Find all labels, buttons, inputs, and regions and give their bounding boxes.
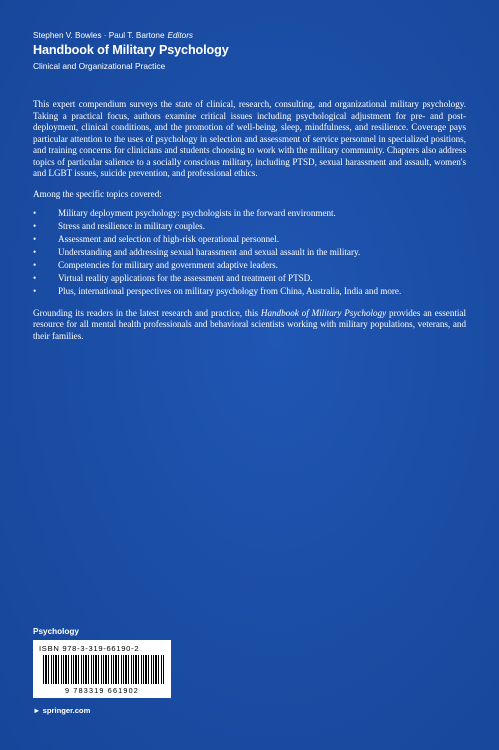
bullet-icon: • [33,234,37,244]
bullet-icon: • [33,286,37,296]
arrow-icon: ► [33,706,43,715]
topic-text: Virtual reality applications for the assessment and treatment of PTSD. [58,273,313,283]
topic-text: Plus, international perspectives on military psychology from China, Australia, India and more. [58,286,402,296]
list-item [33,234,466,246]
topic-text: Military deployment psychology: psychologists in the forward environment. [58,208,336,218]
editors-names: Stephen V. Bowles · Paul T. Bartone [33,31,165,40]
closing-text-start: Grounding its readers in the latest research and practice, this [33,307,261,318]
barcode-digits: 9 783319 661902 [65,686,139,695]
list-item [33,273,466,285]
subject-category: Psychology [33,627,79,636]
description-paragraph: This expert compendium surveys the state of clinical, research, consulting, and organizational military psychology. Taking a practical focus, authors examine critical issues including psychological adjustment for pre- and post-deployment, clinical conditions, and the promotion of well-being, sleep, mindfulness, and resilience. Coverage pays particular attention to the uses of psychology in selection and assessment of service personnel in specialized positions, and training concerns for clinicians and students choosing to work with the military community. Chapters also address topics of particular salience to a socially conscious military, including PTSD, sexual harassment and assault, women's and LGBT issues, suicide prevention, and professional ethics. [33,99,466,178]
list-item [33,247,466,259]
editors-line [33,31,229,40]
topics-list [33,208,466,298]
publisher-link-text: springer.com [42,706,91,715]
publisher-url[interactable] [33,706,90,715]
topic-text: Understanding and addressing sexual harassment and sexual assault in the military. [58,247,361,257]
book-subtitle: Clinical and Organizational Practice [33,61,166,71]
editors-role: Editors [167,31,194,40]
cover-header [33,31,229,71]
blurb [33,99,466,342]
bullet-icon: • [33,260,37,270]
topic-text: Competencies for military and government adaptive leaders. [58,260,278,270]
topics-intro: Among the specific topics covered: [33,188,162,199]
book-title: Handbook of Military Psychology [33,43,229,57]
list-item [33,286,466,298]
closing-book-title: Handbook of Military Psychology [260,307,387,318]
closing-paragraph [33,308,466,343]
bullet-icon: • [33,221,37,231]
closing-text-end: provides an essential resource for all mental health professionals and behavioral scientists working with military populations, veterans, and their families. [33,307,466,341]
isbn-barcode [33,640,171,698]
isbn-label: ISBN 978-3-319-66190-2 [39,644,140,653]
list-item [33,260,466,272]
bullet-icon: • [33,247,37,257]
list-item [33,221,466,233]
bullet-icon: • [33,208,37,218]
topic-text: Assessment and selection of high-risk operational personnel. [58,234,279,244]
topic-text: Stress and resilience in military couples. [58,221,205,231]
list-item [33,208,466,220]
bullet-icon: • [33,273,37,283]
barcode-icon [43,655,165,684]
